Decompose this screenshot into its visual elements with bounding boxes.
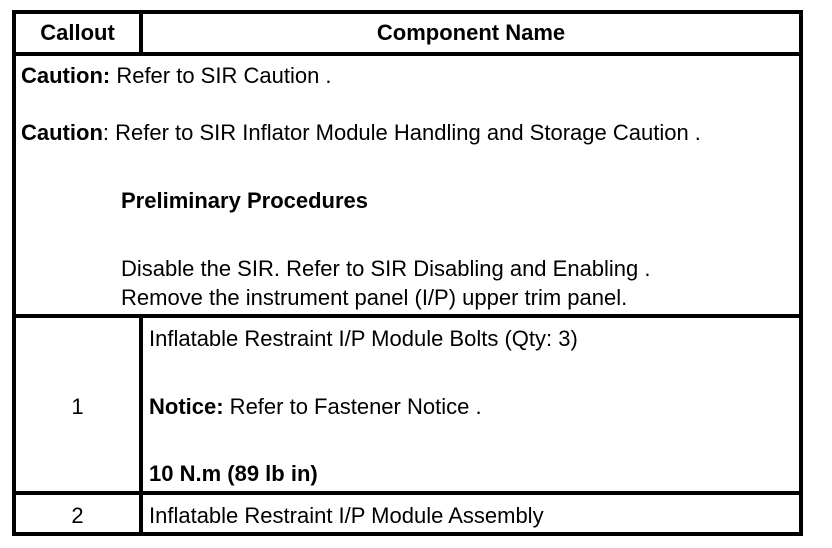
row-2-component-name: Inflatable Restraint I/P Module Assembly bbox=[149, 503, 544, 528]
intro-separator bbox=[12, 314, 803, 318]
row-1-notice bbox=[149, 394, 482, 420]
caution-label: Caution bbox=[21, 120, 103, 145]
preliminary-procedures-title: Preliminary Procedures bbox=[121, 188, 369, 213]
table-border-right bbox=[799, 10, 803, 536]
row-separator bbox=[12, 491, 803, 495]
caution-text: : Refer to SIR Inflator Module Handling and Storage Caution . bbox=[102, 120, 701, 145]
header-component-name: Component Name bbox=[376, 20, 566, 45]
procedure-step-1: Disable the SIR. Refer to SIR Disabling and Enabling . bbox=[121, 256, 651, 281]
notice-label: Notice: bbox=[149, 394, 224, 419]
table-border-top bbox=[12, 10, 803, 14]
row-1-component-name: Inflatable Restraint I/P Module Bolts (Qty: 3) bbox=[149, 326, 578, 351]
caution-text: Refer to SIR Caution . bbox=[110, 63, 332, 88]
caution-line-1 bbox=[21, 63, 332, 89]
row-1-torque: 10 N.m (89 lb in) bbox=[149, 461, 318, 486]
header-separator bbox=[12, 52, 803, 56]
row-1-callout: 1 bbox=[71, 394, 84, 419]
table-border-bottom bbox=[12, 532, 803, 536]
notice-text: Refer to Fastener Notice . bbox=[223, 394, 482, 419]
caution-label: Caution: bbox=[21, 63, 111, 88]
header-callout: Callout bbox=[40, 20, 115, 45]
column-separator-rows bbox=[139, 314, 143, 536]
procedure-step-2: Remove the instrument panel (I/P) upper trim panel. bbox=[121, 285, 628, 310]
caution-line-2 bbox=[21, 120, 701, 146]
table-border-left bbox=[12, 10, 16, 536]
row-2-callout: 2 bbox=[71, 503, 84, 528]
